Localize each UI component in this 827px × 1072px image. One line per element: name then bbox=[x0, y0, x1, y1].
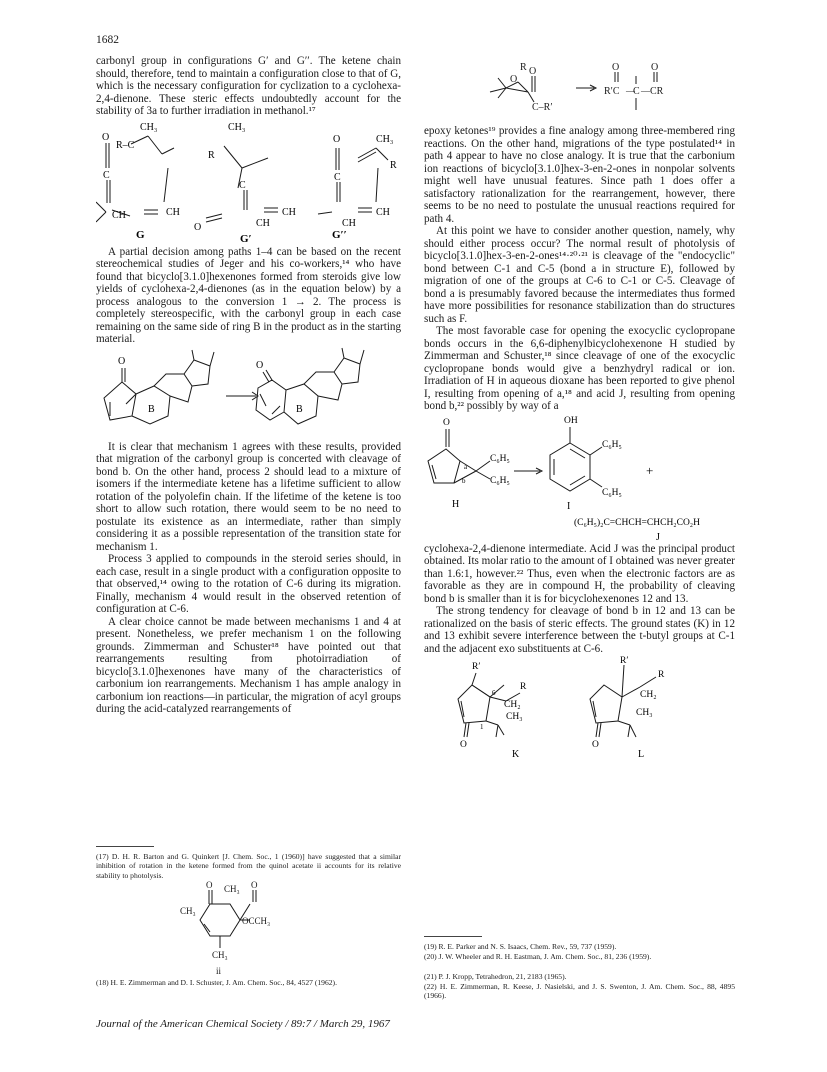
left-paragraph-3: It is clear that mechanism 1 agrees with these results, provided that migration of the carbonyl group is concerted with cleavage of bond b. On the other hand, process 2 should lead to a mixture of isomers if the intermediate ketene has a lifetime sufficient to allow rotation of the polyolefin chain. If the lifetime of the ketene is too short to allow such rotation, there would seem to be no need to postulate its existence as an intermediate, rather than simply considering it as a possible representation of the transition state for mechanism 1. bbox=[96, 440, 401, 553]
l-o: O bbox=[592, 740, 599, 750]
label-h: H bbox=[452, 498, 460, 510]
footnote-21: (21) P. J. Kropp, Tetrahedron, 21, 2183 (1965). bbox=[424, 972, 567, 981]
label-i: I bbox=[567, 500, 571, 512]
label-g-double-prime: G′′ bbox=[332, 228, 347, 241]
ring-b-1: B bbox=[148, 403, 155, 415]
svg-text:—: — bbox=[641, 86, 650, 96]
product-o-2: O bbox=[651, 62, 659, 73]
label-g: G bbox=[136, 228, 145, 241]
g-c: C bbox=[103, 169, 110, 181]
l-ch3: CH₃ bbox=[636, 708, 653, 718]
gpp-ch-2: CH bbox=[342, 217, 356, 229]
steroid-svg bbox=[96, 346, 401, 441]
h-reaction-figure bbox=[424, 413, 735, 543]
footnote-19: (19) R. E. Parker and N. S. Isaacs, Chem. Rev., 59, 737 (1959). bbox=[424, 942, 617, 951]
h-reaction-svg bbox=[424, 413, 735, 543]
g-structures-figure bbox=[96, 118, 401, 246]
left-footnote-rule bbox=[96, 846, 154, 847]
l-ch2: CH₂ bbox=[640, 690, 657, 700]
right-paragraph-4: cyclohexa-2,4-dienone intermediate. Acid J was the principal product obtained. Its molar ratio to the amount of I obtained was never greater than 1.6:1, however.²² Thus, even when the electronic factors are as favorable as they are in compound H, the probability of cleaving bond b is smaller than it is for bicyclohexenones 12 and 13. bbox=[424, 542, 735, 605]
i-oh: OH bbox=[564, 415, 578, 426]
k-ch3: CH₃ bbox=[506, 712, 523, 722]
gpp-r: R bbox=[390, 159, 397, 171]
quinol-ch3-3: CH₃ bbox=[212, 950, 228, 960]
k-c6: 6 bbox=[492, 689, 496, 697]
footnote-18: (18) H. E. Zimmerman and D. I. Schuster, J. Am. Chem. Soc., 84, 4527 (1962). bbox=[96, 978, 337, 987]
gp-ch: CH bbox=[282, 206, 296, 218]
h-o: O bbox=[443, 417, 450, 428]
footnote-22: (22) H. E. Zimmerman, R. Keese, J. Nasielski, and J. S. Swenton, J. Am. Chem. Soc., 88, 4895 (1966). bbox=[424, 982, 735, 1001]
g-ch3: CH₃ bbox=[140, 121, 158, 133]
gpp-ch3: CH₃ bbox=[376, 133, 394, 145]
h-ph-2: C₆H₅ bbox=[490, 475, 510, 486]
left-paragraph-2: A partial decision among paths 1–4 can be based on the recent stereochemical studies of Jeger and his co-workers,¹⁴ who have found that bicyclo[3.1.0]hexenones formed from steroids give low yields of cyclohexa-2,4-dienones (as in the equation below) by a process analogous to the conversion 1 → 2. The process is completely stereospecific, with the carbonyl group in each case remaining on the same side of ring B in the product as in the starting material. bbox=[96, 245, 401, 345]
quinol-svg bbox=[180, 880, 300, 976]
gp-r: R bbox=[208, 149, 215, 161]
right-column bbox=[424, 125, 735, 760]
left-column bbox=[96, 55, 401, 716]
label-j: J bbox=[656, 531, 660, 543]
quinol-occh3: OCCH₃ bbox=[242, 916, 271, 926]
epoxy-carbonyl-o: O bbox=[529, 66, 537, 77]
footnote-17: (17) D. H. R. Barton and G. Quinkert [J. Chem. Soc., 1 (1960)] have suggested that a similar inhibition of rotation in the ketene formed from the quinol acetate ii accounts for its relative stability to photolysis. bbox=[96, 852, 401, 880]
quinol-acetyl-o: O bbox=[251, 880, 258, 890]
quinol-ch3-2: CH₃ bbox=[180, 906, 196, 916]
steroid-o-2: O bbox=[256, 359, 264, 371]
gp-ch3: CH₃ bbox=[228, 121, 246, 133]
g-structures-svg bbox=[96, 118, 401, 246]
right-paragraph-5: The strong tendency for cleavage of bond b in 12 and 13 can be rationalized on the basis of steric effects. The ground states (K) in 12 and 13 exhibit severe interference between the t-butyl groups at C-1 and the adjacent exo substituents at C-6. bbox=[424, 605, 735, 655]
bond-b: b bbox=[462, 476, 466, 485]
kl-svg bbox=[424, 655, 735, 760]
product-c: C bbox=[633, 86, 640, 97]
steroid-o-1: O bbox=[118, 355, 126, 367]
plus-sign: + bbox=[646, 462, 654, 478]
label-g-prime: G′ bbox=[240, 232, 252, 245]
g-o: O bbox=[102, 131, 110, 143]
product-o-1: O bbox=[612, 62, 620, 73]
left-paragraph-1: carbonyl group in configurations G′ and G′′. The ketene chain should, therefore, tend to maintain a configuration close to that of G, which is the necessary configuration for cyclization to a cyclohexa-2,4-dienone. These steric effects undoubtedly account for the stability of 3a to further irradiation in methanol.¹⁷ bbox=[96, 55, 401, 117]
right-paragraph-3: The most favorable case for opening the exocyclic cyclopropane bonds occurs in the 6,6-diphenylbicyclohexenone H studied by Zimmerman and Schuster,¹⁸ since cleavage of one of the exocyclic cyclopropane bonds would give a benzhydryl radical or ion. Irradiation of H in aqueous dioxane has been reported to give phenol I, resulting from opening of a,¹⁸ and acid J, resulting from opening bond b,²² possibly by way of a bbox=[424, 325, 735, 412]
epoxy-svg bbox=[488, 58, 698, 118]
right-footnote-rule bbox=[424, 936, 482, 937]
kl-figure bbox=[424, 655, 735, 760]
quinol-ch3-1: CH₃ bbox=[224, 884, 240, 894]
gpp-c: C bbox=[334, 171, 341, 183]
gpp-o: O bbox=[333, 133, 341, 145]
label-l: L bbox=[638, 749, 645, 760]
i-ph-2: C₆H₅ bbox=[602, 487, 622, 498]
journal-footer: Journal of the American Chemical Society / 89:7 / March 29, 1967 bbox=[96, 1018, 390, 1030]
acid-j-formula: (C₆H₅)₂C=CHCH=CHCH₂CO₂H bbox=[574, 517, 700, 528]
bond-a: a bbox=[464, 462, 468, 471]
product-rc: R′C bbox=[604, 86, 620, 97]
ring-b-2: B bbox=[296, 403, 303, 415]
svg-text:—: — bbox=[626, 86, 635, 96]
k-o: O bbox=[460, 740, 467, 750]
page-number: 1682 bbox=[96, 34, 119, 46]
right-paragraph-1: epoxy ketones¹⁹ provides a fine analogy among three-membered ring reactions. On the other hand, migrations of the type postulated¹⁴ in path 4 appear to have no close analogy. It is true that the carbonium ion reactions of bicyclo[3.1.0]hex-3-en-2-ones in nonpolar solvents might well have unusual features. Since path 1 does offer a satisfactory rationalization for the rearrangement, however, there seems to be no need to postulate the unusual reactions required for path 4. bbox=[424, 125, 735, 225]
g-rc: R–C bbox=[116, 139, 135, 151]
i-ph-1: C₆H₅ bbox=[602, 439, 622, 450]
k-ch2: CH₂ bbox=[504, 700, 521, 710]
left-paragraph-4: Process 3 applied to compounds in the steroid series should, in each case, result in a single product with a configuration opposite to that observed,¹⁴ owing to the rotation of C-6 during its migration. Finally, mechanism 4 would result in the observed retention of configuration at C-6. bbox=[96, 553, 401, 615]
label-ii: ii bbox=[216, 966, 222, 976]
steroid-figure bbox=[96, 346, 401, 441]
product-cr: CR bbox=[650, 86, 664, 97]
left-paragraph-5: A clear choice cannot be made between mechanisms 1 and 4 at present. Nonetheless, we prefer mechanism 1 on the following grounds. Zimmerman and Schuster¹⁸ have pointed out that rearrangements resulting from photoirradiation of bicyclo[3.1.0]hexenones have many of the characteristics of carbonium ion rearrangements. Mechanism 1 has ample analogy in carbonium ion reactions—in particular, the migration of acyl groups during the acid-catalyzed rearrangements of bbox=[96, 615, 401, 715]
k-c1: 1 bbox=[480, 723, 484, 731]
epoxy-r: R bbox=[520, 62, 527, 73]
epoxy-figure bbox=[488, 58, 698, 118]
label-k: K bbox=[512, 749, 520, 760]
gp-o: O bbox=[194, 221, 202, 233]
l-r: R bbox=[658, 670, 665, 680]
footnote-20: (20) J. W. Wheeler and R. H. Eastman, J. Am. Chem. Soc., 81, 236 (1959). bbox=[424, 952, 652, 961]
gpp-ch: CH bbox=[376, 206, 390, 218]
k-r: R bbox=[520, 682, 527, 692]
g-ch: CH bbox=[112, 209, 126, 221]
right-paragraph-2: At this point we have to consider another question, namely, why should either process occur? The normal result of photolysis of bicyclo[3.1.0]hex-3-en-2-ones¹⁴·²⁰·²¹ is cleavage of the "endocyclic" bond between C-1 and C-5 (bond a in structure E), followed by migration of one of the groups at C-6 to C-1 or C-5. Cleavage of bond a is presumably favored because the intermediates thus formed have more possibilities for resonance stabilization than do structures such as F. bbox=[424, 225, 735, 325]
k-r-prime: R′ bbox=[472, 662, 481, 672]
g-ch-2: CH bbox=[166, 206, 180, 218]
gp-c: C bbox=[239, 179, 246, 191]
l-r-prime: R′ bbox=[620, 656, 629, 666]
h-ph-1: C₆H₅ bbox=[490, 453, 510, 464]
quinol-figure bbox=[180, 880, 300, 976]
gp-ch-2: CH bbox=[256, 217, 270, 229]
epoxy-c-r-prime: C–R′ bbox=[532, 102, 553, 113]
quinol-o: O bbox=[206, 880, 213, 890]
epoxy-ring-o: O bbox=[510, 74, 518, 85]
